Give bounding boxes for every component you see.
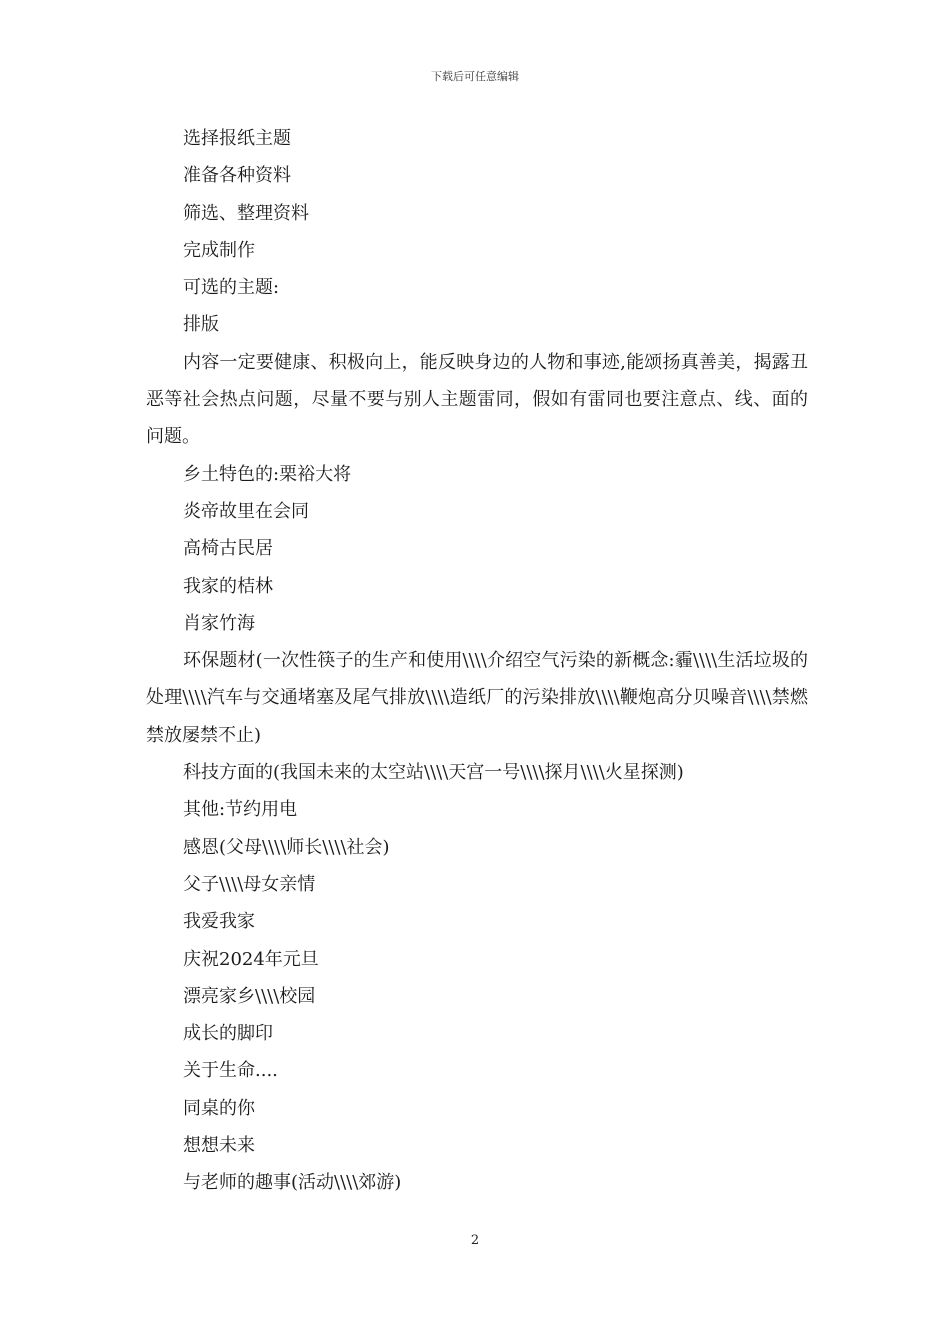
paragraph: 成长的脚印 bbox=[183, 1023, 273, 1045]
paragraph: 高椅古民居 bbox=[183, 538, 273, 560]
paragraph: 准备各种资料 bbox=[183, 165, 291, 187]
paragraph: 庆祝2024年元旦 bbox=[183, 948, 319, 970]
document-body bbox=[146, 120, 808, 1202]
paragraph: 炎帝故里在会同 bbox=[183, 500, 309, 522]
paragraph: 我爱我家 bbox=[183, 911, 255, 933]
paragraph: 科技方面的(我国未来的太空站\\\\天宫一号\\\\探月\\\\火星探测) bbox=[183, 762, 684, 784]
paragraph: 选择报纸主题 bbox=[183, 128, 291, 149]
page-header: 下载后可任意编辑 bbox=[431, 70, 519, 83]
paragraph: 关于生命.... bbox=[183, 1060, 278, 1082]
paragraph: 内容一定要健康、积极向上，能反映身边的人物和事迹,能颂扬真善美，揭露丑恶等社会热点问题，尽量不要与别人主题雷同，假如有雷同也要注意点、线、面的问题。 bbox=[146, 351, 808, 448]
paragraph: 肖家竹海 bbox=[183, 612, 255, 634]
paragraph: 可选的主题: bbox=[183, 277, 280, 299]
paragraph: 漂亮家乡\\\\校园 bbox=[183, 985, 316, 1007]
paragraph: 父子\\\\母女亲情 bbox=[183, 873, 316, 895]
paragraph: 环保题材(一次性筷子的生产和使用\\\\介绍空气污染的新概念:霾\\\\生活垃圾的处理\\\\汽车与交通堵塞及尾气排放\\\\造纸厂的污染排放\\\\鞭炮高分贝噪音\\\\禁燃禁放屡禁不止) bbox=[146, 650, 808, 746]
paragraph: 感恩(父母\\\\师长\\\\社会) bbox=[183, 836, 390, 858]
paragraph: 排版 bbox=[183, 314, 219, 336]
paragraph: 我家的桔林 bbox=[183, 575, 273, 597]
paragraph: 乡土特色的:栗裕大将 bbox=[183, 463, 352, 485]
page-number: 2 bbox=[470, 1233, 480, 1248]
paragraph: 其他:节约用电 bbox=[183, 799, 298, 821]
paragraph: 筛选、整理资料 bbox=[183, 202, 309, 224]
paragraph: 与老师的趣事(活动\\\\郊游) bbox=[183, 1172, 402, 1194]
paragraph: 完成制作 bbox=[183, 239, 255, 261]
paragraph: 想想未来 bbox=[183, 1135, 255, 1157]
paragraph: 同桌的你 bbox=[183, 1097, 255, 1119]
